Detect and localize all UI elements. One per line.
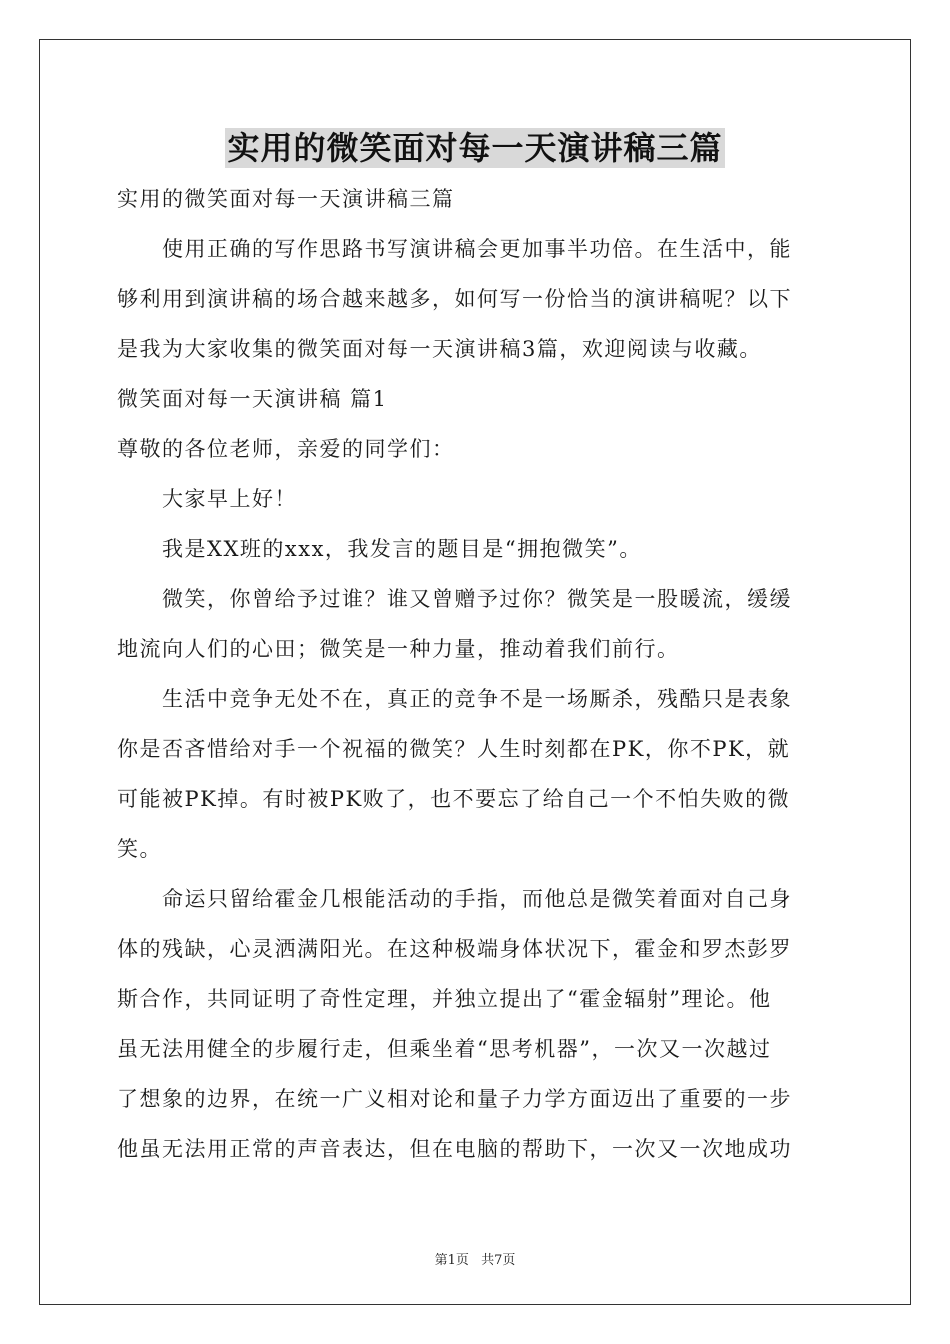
text-line: 地流向人们的心田；微笑是一种力量，推动着我们前行。 xyxy=(117,637,680,661)
document-title: 实用的微笑面对每一天演讲稿三篇 xyxy=(227,129,723,167)
title-container xyxy=(0,128,950,168)
text-line: 我是XX班的xxx，我发言的题目是“拥抱微笑”。 xyxy=(117,537,642,561)
text-line: 他虽无法用正常的声音表达，但在电脑的帮助下，一次又一次地成功 xyxy=(117,1137,792,1161)
text-line: 你是否吝惜给对手一个祝福的微笑？人生时刻都在PK，你不PK，就 xyxy=(117,737,791,761)
text-line: 实用的微笑面对每一天演讲稿三篇 xyxy=(117,187,455,211)
text-line: 大家早上好！ xyxy=(117,487,297,511)
text-line: 虽无法用健全的步履行走，但乘坐着“思考机器”，一次又一次越过 xyxy=(117,1037,772,1061)
text-line: 够利用到演讲稿的场合越来越多，如何写一份恰当的演讲稿呢？以下 xyxy=(117,287,792,311)
text-line: 可能被PK掉。有时被PK败了，也不要忘了给自己一个不怕失败的微 xyxy=(117,787,791,811)
text-line: 命运只留给霍金几根能活动的手指，而他总是微笑着面对自己身 xyxy=(117,887,792,911)
text-line: 是我为大家收集的微笑面对每一天演讲稿3篇，欢迎阅读与收藏。 xyxy=(117,337,762,361)
page-total: 共7页 xyxy=(481,1253,516,1268)
text-line: 使用正确的写作思路书写演讲稿会更加事半功倍。在生活中，能 xyxy=(117,237,792,261)
text-line: 微笑，你曾给予过谁？谁又曾赠予过你？微笑是一股暖流，缓缓 xyxy=(117,587,792,611)
page-number: 第1页 xyxy=(434,1253,469,1268)
section-heading: 微笑面对每一天演讲稿 篇1 xyxy=(117,387,388,411)
page-footer xyxy=(0,1249,950,1268)
page-border xyxy=(39,39,911,1305)
text-line: 生活中竞争无处不在，真正的竞争不是一场厮杀，残酷只是表象 xyxy=(117,687,792,711)
text-line: 笑。 xyxy=(117,837,162,861)
text-line: 体的残缺，心灵洒满阳光。在这种极端身体状况下，霍金和罗杰彭罗 xyxy=(117,937,792,961)
text-line: 斯合作，共同证明了奇性定理，并独立提出了“霍金辐射”理论。他 xyxy=(117,987,772,1011)
text-line: 了想象的边界，在统一广义相对论和量子力学方面迈出了重要的一步 xyxy=(117,1087,792,1111)
text-line: 尊敬的各位老师，亲爱的同学们： xyxy=(117,437,455,461)
